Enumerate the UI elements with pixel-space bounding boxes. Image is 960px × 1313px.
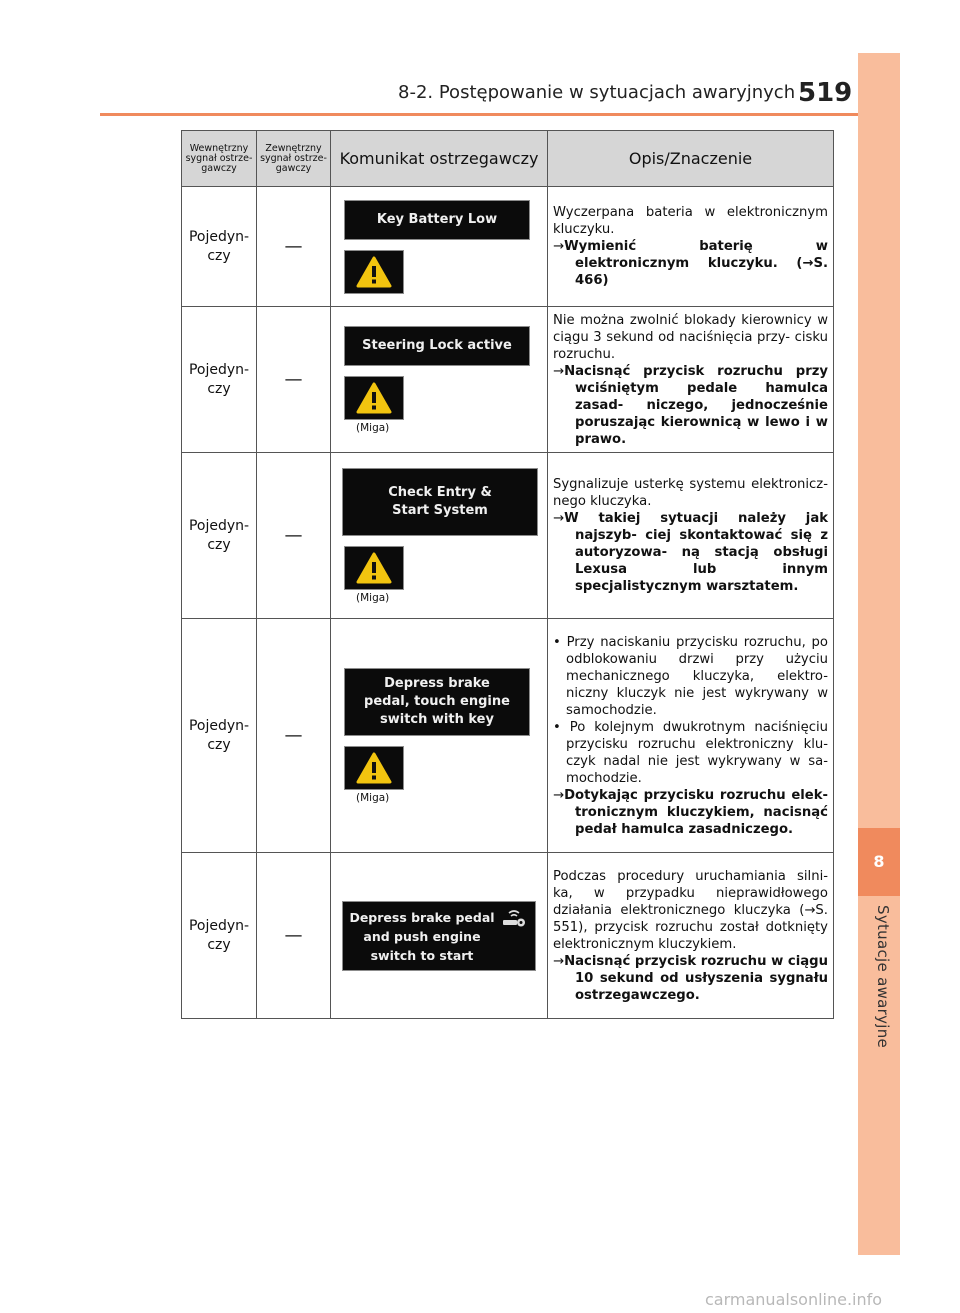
message-cell [331, 307, 548, 453]
external-signal-cell [257, 853, 331, 1019]
description-cell [548, 187, 834, 307]
bullet-item: • Po kolejnym dwukrotnym naciśnięciu przycisku rozruchu elektroniczny klu- czyk nadal nie jest wykrywany w sa- mochodzie. [553, 719, 828, 786]
warning-triangle-icon [344, 250, 404, 294]
internal-signal-cell [182, 187, 257, 307]
message-cell [331, 619, 548, 853]
table-row [182, 619, 834, 853]
header-external-signal: Zewnętrzny sygnał ostrze- gawczy [257, 131, 331, 187]
external-signal-text: — [284, 525, 303, 546]
message-cell [331, 453, 548, 619]
blink-note: (Miga) [356, 421, 390, 434]
external-signal-text: — [284, 925, 303, 946]
blink-note: (Miga) [356, 791, 390, 804]
message-cell [331, 187, 548, 307]
display-message: Key Battery Low [344, 200, 530, 240]
chapter-side-band [858, 53, 900, 1255]
external-signal-text: — [284, 236, 303, 257]
external-signal-cell [257, 187, 331, 307]
action-text: →Wymienić baterię w elektronicznym kluczyku. (→S. 466) [553, 239, 828, 288]
chapter-label: Sytuacje awaryjne [874, 905, 892, 1049]
action-text: →Nacisnąć przycisk rozruchu przy wciśniętym pedale hamulca zasad- niczego, jednocześnie poruszając kierownicą w lewo i w prawo. [553, 363, 828, 447]
header-message: Komunikat ostrzegawczy [331, 131, 548, 187]
display-message: Steering Lock active [344, 326, 530, 366]
blink-note: (Miga) [356, 591, 390, 604]
external-signal-text: — [284, 369, 303, 390]
header-internal-signal: Wewnętrzny sygnał ostrze- gawczy [182, 131, 257, 187]
description-cell [548, 619, 834, 853]
watermark: carmanualsonline.info [705, 1290, 883, 1309]
section-title: 8-2. Postępowanie w sytuacjach awaryjnych [398, 82, 796, 103]
internal-signal-text: Pojedyn- czy [188, 517, 250, 553]
page-number: 519 [798, 78, 853, 108]
key-signal-icon [501, 909, 527, 933]
description-text: Nie można zwolnić blokady kierownicy w ciągu 3 sekund od naciśnięcia przy- cisku rozruchu. [553, 312, 828, 362]
external-signal-cell [257, 619, 331, 853]
action-text: →Nacisnąć przycisk rozruchu w ciągu 10 sekund od usłyszenia sygnału ostrzegawczego. [553, 953, 828, 1003]
warning-table [181, 130, 834, 1019]
internal-signal-text: Pojedyn- czy [188, 361, 250, 397]
action-text: →Dotykając przycisku rozruchu elek- tronicznym kluczykiem, nacisnąć pedał hamulca zasadniczego. [553, 787, 828, 837]
internal-signal-text: Pojedyn- czy [188, 228, 250, 264]
internal-signal-text: Pojedyn- czy [188, 917, 250, 953]
external-signal-cell [257, 453, 331, 619]
description-cell [548, 453, 834, 619]
message-cell [331, 853, 548, 1019]
display-message: Depress brake pedal, touch engine switch with key [344, 668, 530, 736]
table-row [182, 187, 834, 307]
display-message: Depress brake pedal and push engine switch to start [349, 909, 495, 963]
internal-signal-cell [182, 453, 257, 619]
warning-triangle-icon [344, 746, 404, 790]
header-rule [100, 113, 900, 116]
header-description: Opis/Znaczenie [548, 131, 834, 187]
chapter-tab[interactable]: 8 [858, 828, 900, 896]
warning-triangle-icon [344, 546, 404, 590]
description-text: Podczas procedury uruchamiania silni- ka, w przypadku nieprawidłowego działania elektronicznego kluczyka (→S. 551), przycisk rozruchu został dotknięty elektronicznym kluczykiem. [553, 868, 828, 952]
description-text: Wyczerpana bateria w elektronicznym kluczyku. [553, 205, 828, 237]
warning-triangle-icon [344, 376, 404, 420]
internal-signal-cell [182, 307, 257, 453]
internal-signal-cell [182, 853, 257, 1019]
description-cell [548, 853, 834, 1019]
bullet-item: • Przy naciskaniu przycisku rozruchu, po odblokowaniu drzwi przy użyciu mechanicznego kluczyka, elektro- niczny kluczyk nie jest wykrywany w samochodzie. [553, 634, 828, 718]
external-signal-text: — [284, 725, 303, 746]
description-text: Sygnalizuje usterkę systemu elektronicz- nego kluczyka. [553, 477, 828, 509]
table-row [182, 453, 834, 619]
external-signal-cell [257, 307, 331, 453]
table-row [182, 307, 834, 453]
action-text: →W takiej sytuacji należy jak najszyb- ciej skontaktować się z autoryzowa- ną stacją obsługi Lexusa lub innym specjalistycznym warsztatem. [553, 511, 828, 594]
display-panel [342, 901, 536, 971]
display-message: Check Entry & Start System [342, 468, 538, 536]
description-cell [548, 307, 834, 453]
table-header-row [182, 131, 834, 187]
table-row [182, 853, 834, 1019]
internal-signal-cell [182, 619, 257, 853]
internal-signal-text: Pojedyn- czy [188, 717, 250, 753]
